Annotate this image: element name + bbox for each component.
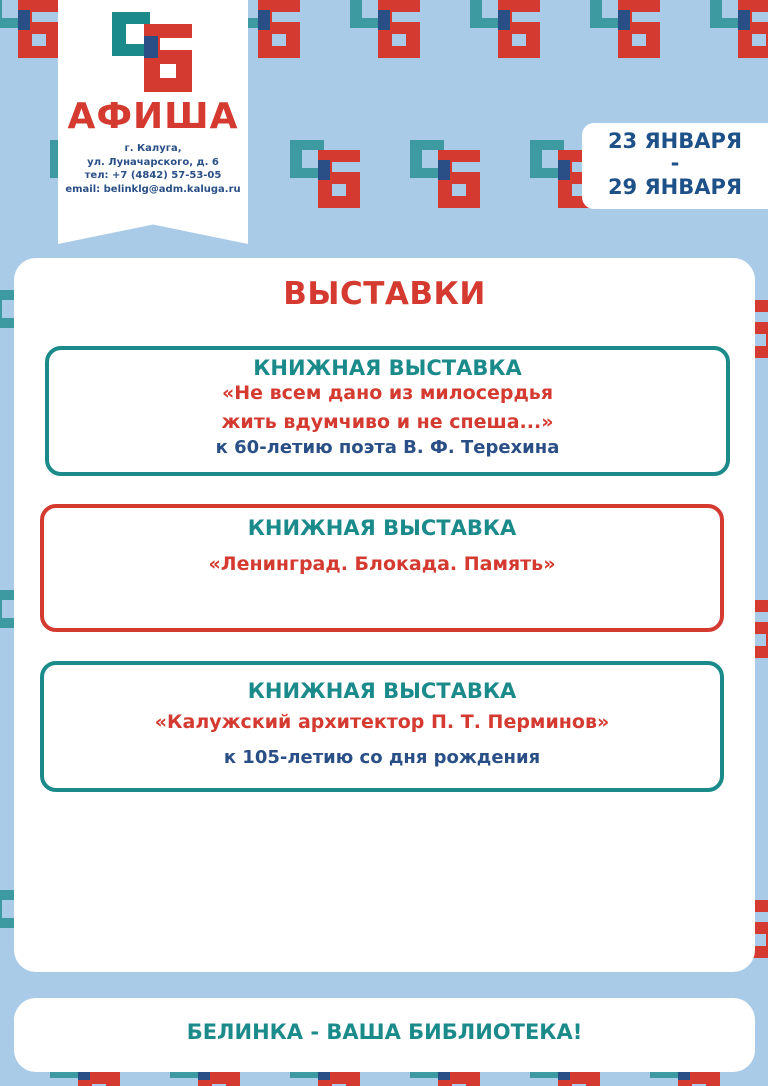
email-address: email: belinklg@adm.kaluga.ru <box>65 183 241 195</box>
background-logo-glyph <box>410 140 480 208</box>
exhibition-title-line2: жить вдумчиво и не спеша...» <box>221 411 554 433</box>
page-title: АФИША <box>67 96 239 137</box>
background-logo-glyph <box>350 0 420 58</box>
exhibition-item-3 <box>40 661 724 792</box>
background-logo-glyph <box>590 0 660 58</box>
exhibition-title-line1: «Не всем дано из милосердья <box>221 382 554 404</box>
exhibition-item-2 <box>40 504 724 632</box>
date-separator: - <box>670 151 680 175</box>
exhibitions-card <box>14 258 755 972</box>
address-street: ул. Луначарского, д. 6 <box>87 156 219 168</box>
exhibition-note: к 105-летию со дня рождения <box>223 747 541 768</box>
exhibition-note: к 60-летию поэта В. Ф. Терехина <box>215 437 560 458</box>
exhibition-type: КНИЖНАЯ ВЫСТАВКА <box>253 356 522 380</box>
background-logo-glyph <box>710 0 768 58</box>
address-city: г. Калуга, <box>124 143 182 154</box>
library-logo-icon <box>112 12 192 92</box>
contact-info <box>58 142 248 196</box>
phone-number: тел: +7 (4842) 57-53-05 <box>84 170 222 181</box>
date-range-badge <box>582 123 768 209</box>
background-logo-glyph <box>0 0 60 58</box>
footer-slogan: БЕЛИНКА - ВАША БИБЛИОТЕКА! <box>186 1020 583 1044</box>
background-logo-glyph <box>290 140 360 208</box>
exhibition-item-1 <box>45 346 730 476</box>
date-start: 23 ЯНВАРЯ <box>607 129 743 153</box>
exhibition-type: КНИЖНАЯ ВЫСТАВКА <box>247 679 517 703</box>
background-logo-glyph <box>470 0 540 58</box>
date-end: 29 ЯНВАРЯ <box>607 175 743 199</box>
exhibition-type: КНИЖНАЯ ВЫСТАВКА <box>247 516 517 540</box>
section-title: ВЫСТАВКИ <box>283 276 486 312</box>
exhibition-title: «Ленинград. Блокада. Память» <box>208 553 556 575</box>
footer-banner <box>14 998 755 1072</box>
exhibition-title: «Калужский архитектор П. Т. Перминов» <box>154 711 610 733</box>
